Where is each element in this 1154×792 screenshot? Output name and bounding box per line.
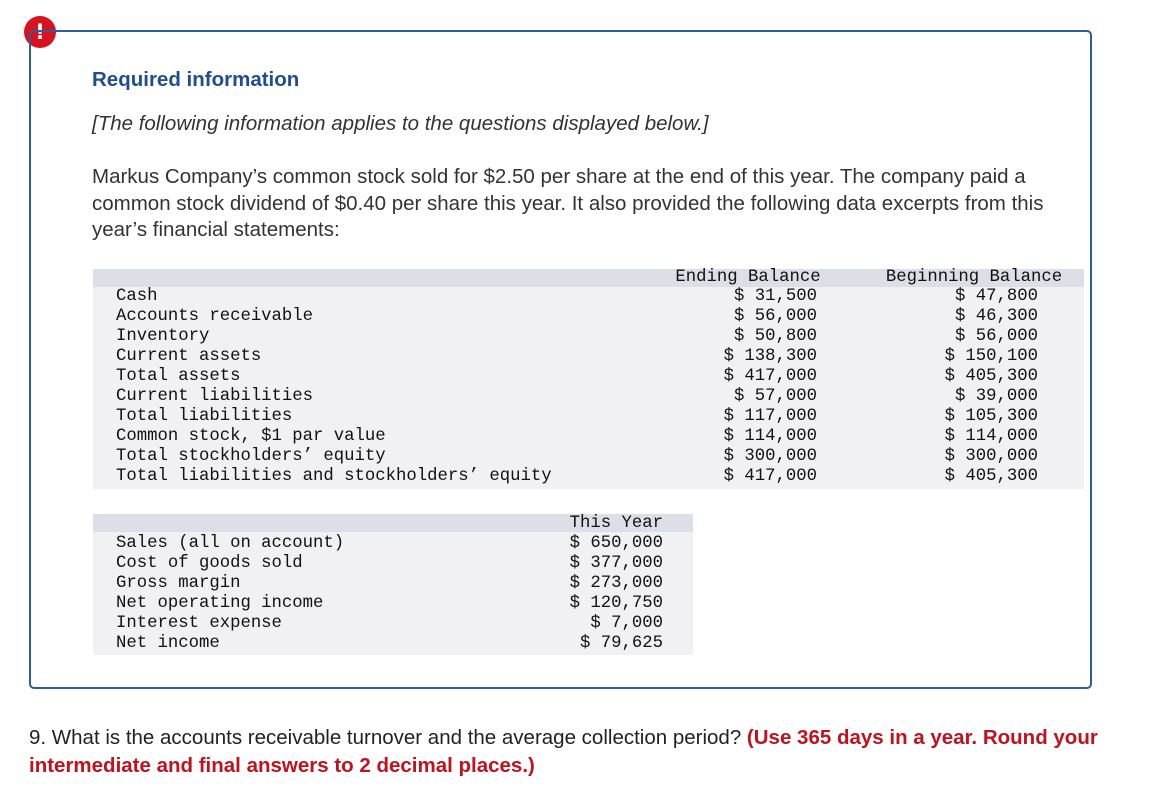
problem-description: Markus Company’s common stock sold for $2.50 per share at the end of this year. The company paid a common stock dividend of $0.40 per share this year. It also provided the following data excerpts from this year’s financial statements:: [92, 165, 1044, 241]
income-row-label: Net income: [116, 634, 220, 653]
income-row: [93, 574, 693, 594]
this-year-value: $ 273,000: [569, 574, 663, 593]
ending-balance-value: $ 57,000: [734, 387, 817, 406]
beginning-balance-value: $ 114,000: [944, 427, 1038, 446]
income-row-label: Net operating income: [116, 594, 324, 613]
beginning-balance-value: $ 39,000: [955, 387, 1038, 406]
ending-balance-value: $ 114,000: [723, 427, 817, 446]
beginning-balance-value: $ 405,300: [944, 367, 1038, 386]
income-statement-table: [93, 514, 693, 655]
beginning-balance-value: $ 46,300: [955, 307, 1038, 326]
income-row: [93, 634, 693, 654]
balance-row-label: Total liabilities: [116, 407, 293, 426]
ending-balance-value: $ 31,500: [734, 287, 817, 306]
balance-row-label: Current assets: [116, 347, 262, 366]
this-year-value: $ 120,750: [569, 594, 663, 613]
beginning-balance-value: $ 47,800: [955, 287, 1038, 306]
beginning-balance-value: $ 105,300: [944, 407, 1038, 426]
balance-row: [93, 287, 1084, 307]
balance-row: [93, 387, 1084, 407]
balance-row: [93, 427, 1084, 447]
income-row: [93, 614, 693, 634]
balance-row-label: Inventory: [116, 327, 210, 346]
balance-row-label: Total stockholders’ equity: [116, 447, 386, 466]
beginning-balance-value: $ 300,000: [944, 447, 1038, 466]
ending-balance-header: Ending Balance: [675, 268, 821, 287]
this-year-value: $ 7,000: [590, 614, 663, 633]
this-year-header: This Year: [569, 514, 663, 533]
beginning-balance-value: $ 150,100: [944, 347, 1038, 366]
balance-row-label: Current liabilities: [116, 387, 314, 406]
balance-row: [93, 447, 1084, 467]
beginning-balance-value: $ 56,000: [955, 327, 1038, 346]
this-year-value: $ 650,000: [569, 534, 663, 553]
required-information-title: Required information: [92, 68, 300, 91]
alert-icon: !: [24, 16, 56, 48]
balance-row: [93, 367, 1084, 387]
balance-row-label: Common stock, $1 par value: [116, 427, 386, 446]
balance-row-label: Accounts receivable: [116, 307, 314, 326]
ending-balance-value: $ 300,000: [723, 447, 817, 466]
beginning-balance-header: Beginning Balance: [885, 268, 1063, 287]
ending-balance-value: $ 417,000: [723, 467, 817, 486]
income-row: [93, 534, 693, 554]
applies-note: [The following information applies to the questions displayed below.]: [92, 112, 709, 135]
ending-balance-value: $ 50,800: [734, 327, 817, 346]
balance-row: [93, 467, 1084, 487]
question-instructions: (Use 365 days in a year. Round your intermediate and final answers to 2 decimal places.): [29, 726, 1098, 777]
ending-balance-value: $ 417,000: [723, 367, 817, 386]
balance-row-label: Cash: [116, 287, 158, 306]
balance-row: [93, 307, 1084, 327]
ending-balance-value: $ 117,000: [723, 407, 817, 426]
balance-sheet-table: [93, 269, 1084, 489]
question-text: 9. What is the accounts receivable turnover and the average collection period?: [29, 726, 747, 749]
ending-balance-value: $ 138,300: [723, 347, 817, 366]
this-year-value: $ 377,000: [569, 554, 663, 573]
balance-row: [93, 327, 1084, 347]
question-9: [29, 724, 1139, 780]
ending-balance-value: $ 56,000: [734, 307, 817, 326]
balance-row-label: Total assets: [116, 367, 241, 386]
income-row-label: Interest expense: [116, 614, 282, 633]
income-row: [93, 594, 693, 614]
balance-row-label: Total liabilities and stockholders’ equity: [116, 467, 552, 486]
income-row: [93, 554, 693, 574]
income-row-label: Gross margin: [116, 574, 241, 593]
beginning-balance-value: $ 405,300: [944, 467, 1038, 486]
income-row-label: Cost of goods sold: [116, 554, 303, 573]
this-year-value: $ 79,625: [580, 634, 663, 653]
income-row-label: Sales (all on account): [116, 534, 345, 553]
balance-row: [93, 407, 1084, 427]
balance-row: [93, 347, 1084, 367]
